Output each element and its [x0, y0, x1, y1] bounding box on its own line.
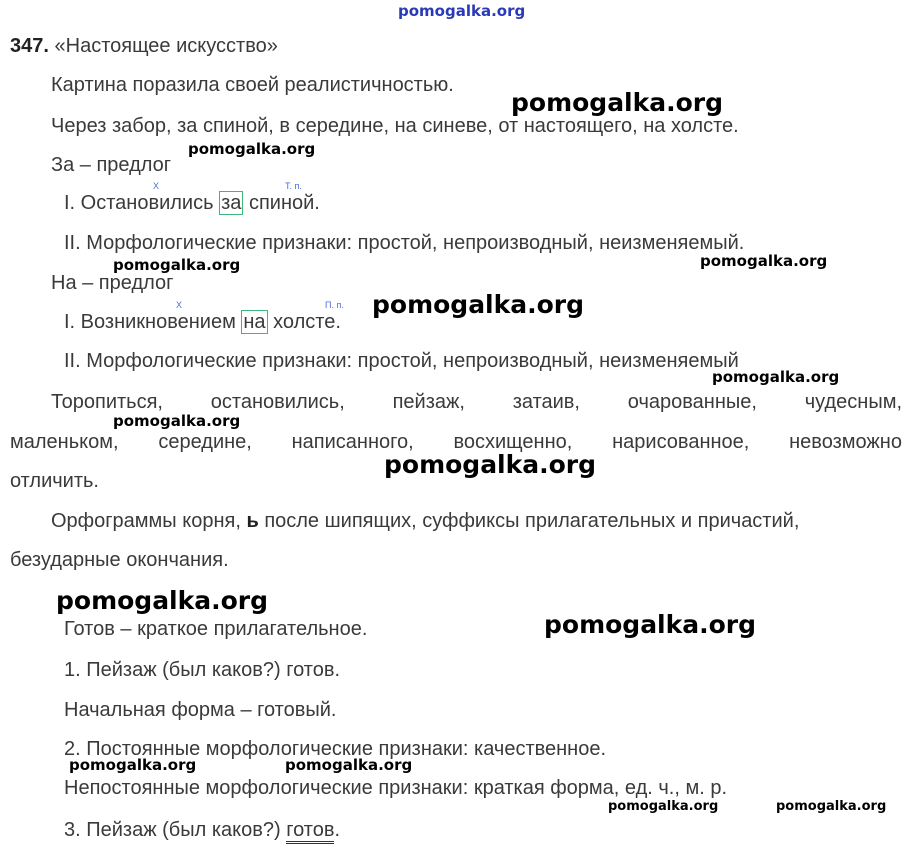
- phrases-line: Через забор, за спиной, в середине, на синеве, от настоящего, на холсте.: [51, 115, 739, 137]
- mark-x: Х: [176, 300, 183, 310]
- words-row: [51, 390, 902, 414]
- watermark: pomogalka.org: [285, 756, 413, 774]
- watermark: pomogalka.org: [608, 799, 719, 814]
- word: очарованные,: [627, 391, 757, 413]
- watermark-top: pomogalka.org: [398, 2, 526, 20]
- watermark: pomogalka.org: [113, 256, 241, 274]
- exercise-number: 347.: [10, 35, 49, 57]
- word: восхищенно,: [453, 431, 573, 453]
- text-fragment: Орфограммы корня,: [51, 510, 241, 532]
- orthograms-line: [51, 509, 902, 533]
- za-analysis: [64, 191, 320, 215]
- watermark: pomogalka.org: [700, 252, 828, 270]
- watermark: pomogalka.org: [69, 756, 197, 774]
- watermark: pomogalka.org: [384, 450, 597, 479]
- text-fragment: I. Возникновением: [64, 311, 236, 333]
- word: чудесным,: [804, 391, 902, 413]
- gotov-initial-form: Начальная форма – готовый.: [64, 699, 337, 721]
- watermark: pomogalka.org: [188, 140, 316, 158]
- word: невозможно: [789, 431, 902, 453]
- text-fragment: холсте.: [273, 311, 341, 333]
- word: затаив,: [512, 391, 580, 413]
- text-fragment: после шипящих, суффиксы прилагательных и причастий,: [264, 510, 800, 532]
- sentence-line: Картина поразила своей реалистичностью.: [51, 74, 454, 96]
- na-morphology: II. Морфологические признаки: простой, непроизводный, неизменяемый: [64, 350, 739, 372]
- word: маленьком,: [10, 431, 119, 453]
- exercise-title: «Настоящее искусство»: [54, 35, 278, 57]
- orthograms-line-2: безударные окончания.: [10, 549, 229, 571]
- word: нарисованное,: [612, 431, 750, 453]
- watermark: pomogalka.org: [776, 799, 887, 814]
- gotov-step-1: 1. Пейзаж (был каков?) готов.: [64, 659, 341, 681]
- preposition-box: за: [221, 192, 242, 214]
- za-morphology: II. Морфологические признаки: простой, непроизводный, неизменяемый.: [64, 232, 745, 254]
- word: пейзаж,: [392, 391, 465, 413]
- preposition-box: на: [243, 311, 266, 333]
- text-fragment: .: [334, 819, 341, 841]
- word: Торопиться,: [51, 391, 163, 413]
- mark-case: Т. п.: [285, 181, 302, 191]
- za-heading: За – предлог: [51, 154, 172, 176]
- na-analysis: [64, 310, 341, 334]
- mark-case: П. п.: [325, 300, 344, 310]
- watermark: pomogalka.org: [544, 610, 757, 639]
- text-fragment: 3. Пейзаж (был каков?): [64, 819, 281, 841]
- words-row-end: отличить.: [10, 470, 99, 492]
- word: написанного,: [291, 431, 414, 453]
- mark-x: Х: [153, 181, 160, 191]
- text-fragment: спиной.: [248, 192, 320, 214]
- exercise-header: [10, 34, 278, 58]
- na-heading: На – предлог: [51, 272, 174, 294]
- watermark: pomogalka.org: [712, 368, 840, 386]
- gotov-heading: Готов – краткое прилагательное.: [64, 618, 368, 640]
- word: остановились,: [210, 391, 345, 413]
- watermark: pomogalka.org: [511, 88, 724, 117]
- watermark: pomogalka.org: [56, 586, 269, 615]
- word: середине,: [158, 431, 252, 453]
- soft-sign: ь: [246, 510, 259, 532]
- gotov-step-2: 2. Постоянные морфологические признаки: качественное.: [64, 738, 607, 760]
- watermark: pomogalka.org: [372, 290, 585, 319]
- text-fragment: I. Остановились: [64, 192, 214, 214]
- gotov-nonconstant: Непостоянные морфологические признаки: краткая форма, ед. ч., м. р.: [64, 777, 728, 799]
- gotov-step-3: [64, 818, 340, 842]
- watermark: pomogalka.org: [113, 412, 241, 430]
- predicate-underlined: готов: [286, 819, 334, 844]
